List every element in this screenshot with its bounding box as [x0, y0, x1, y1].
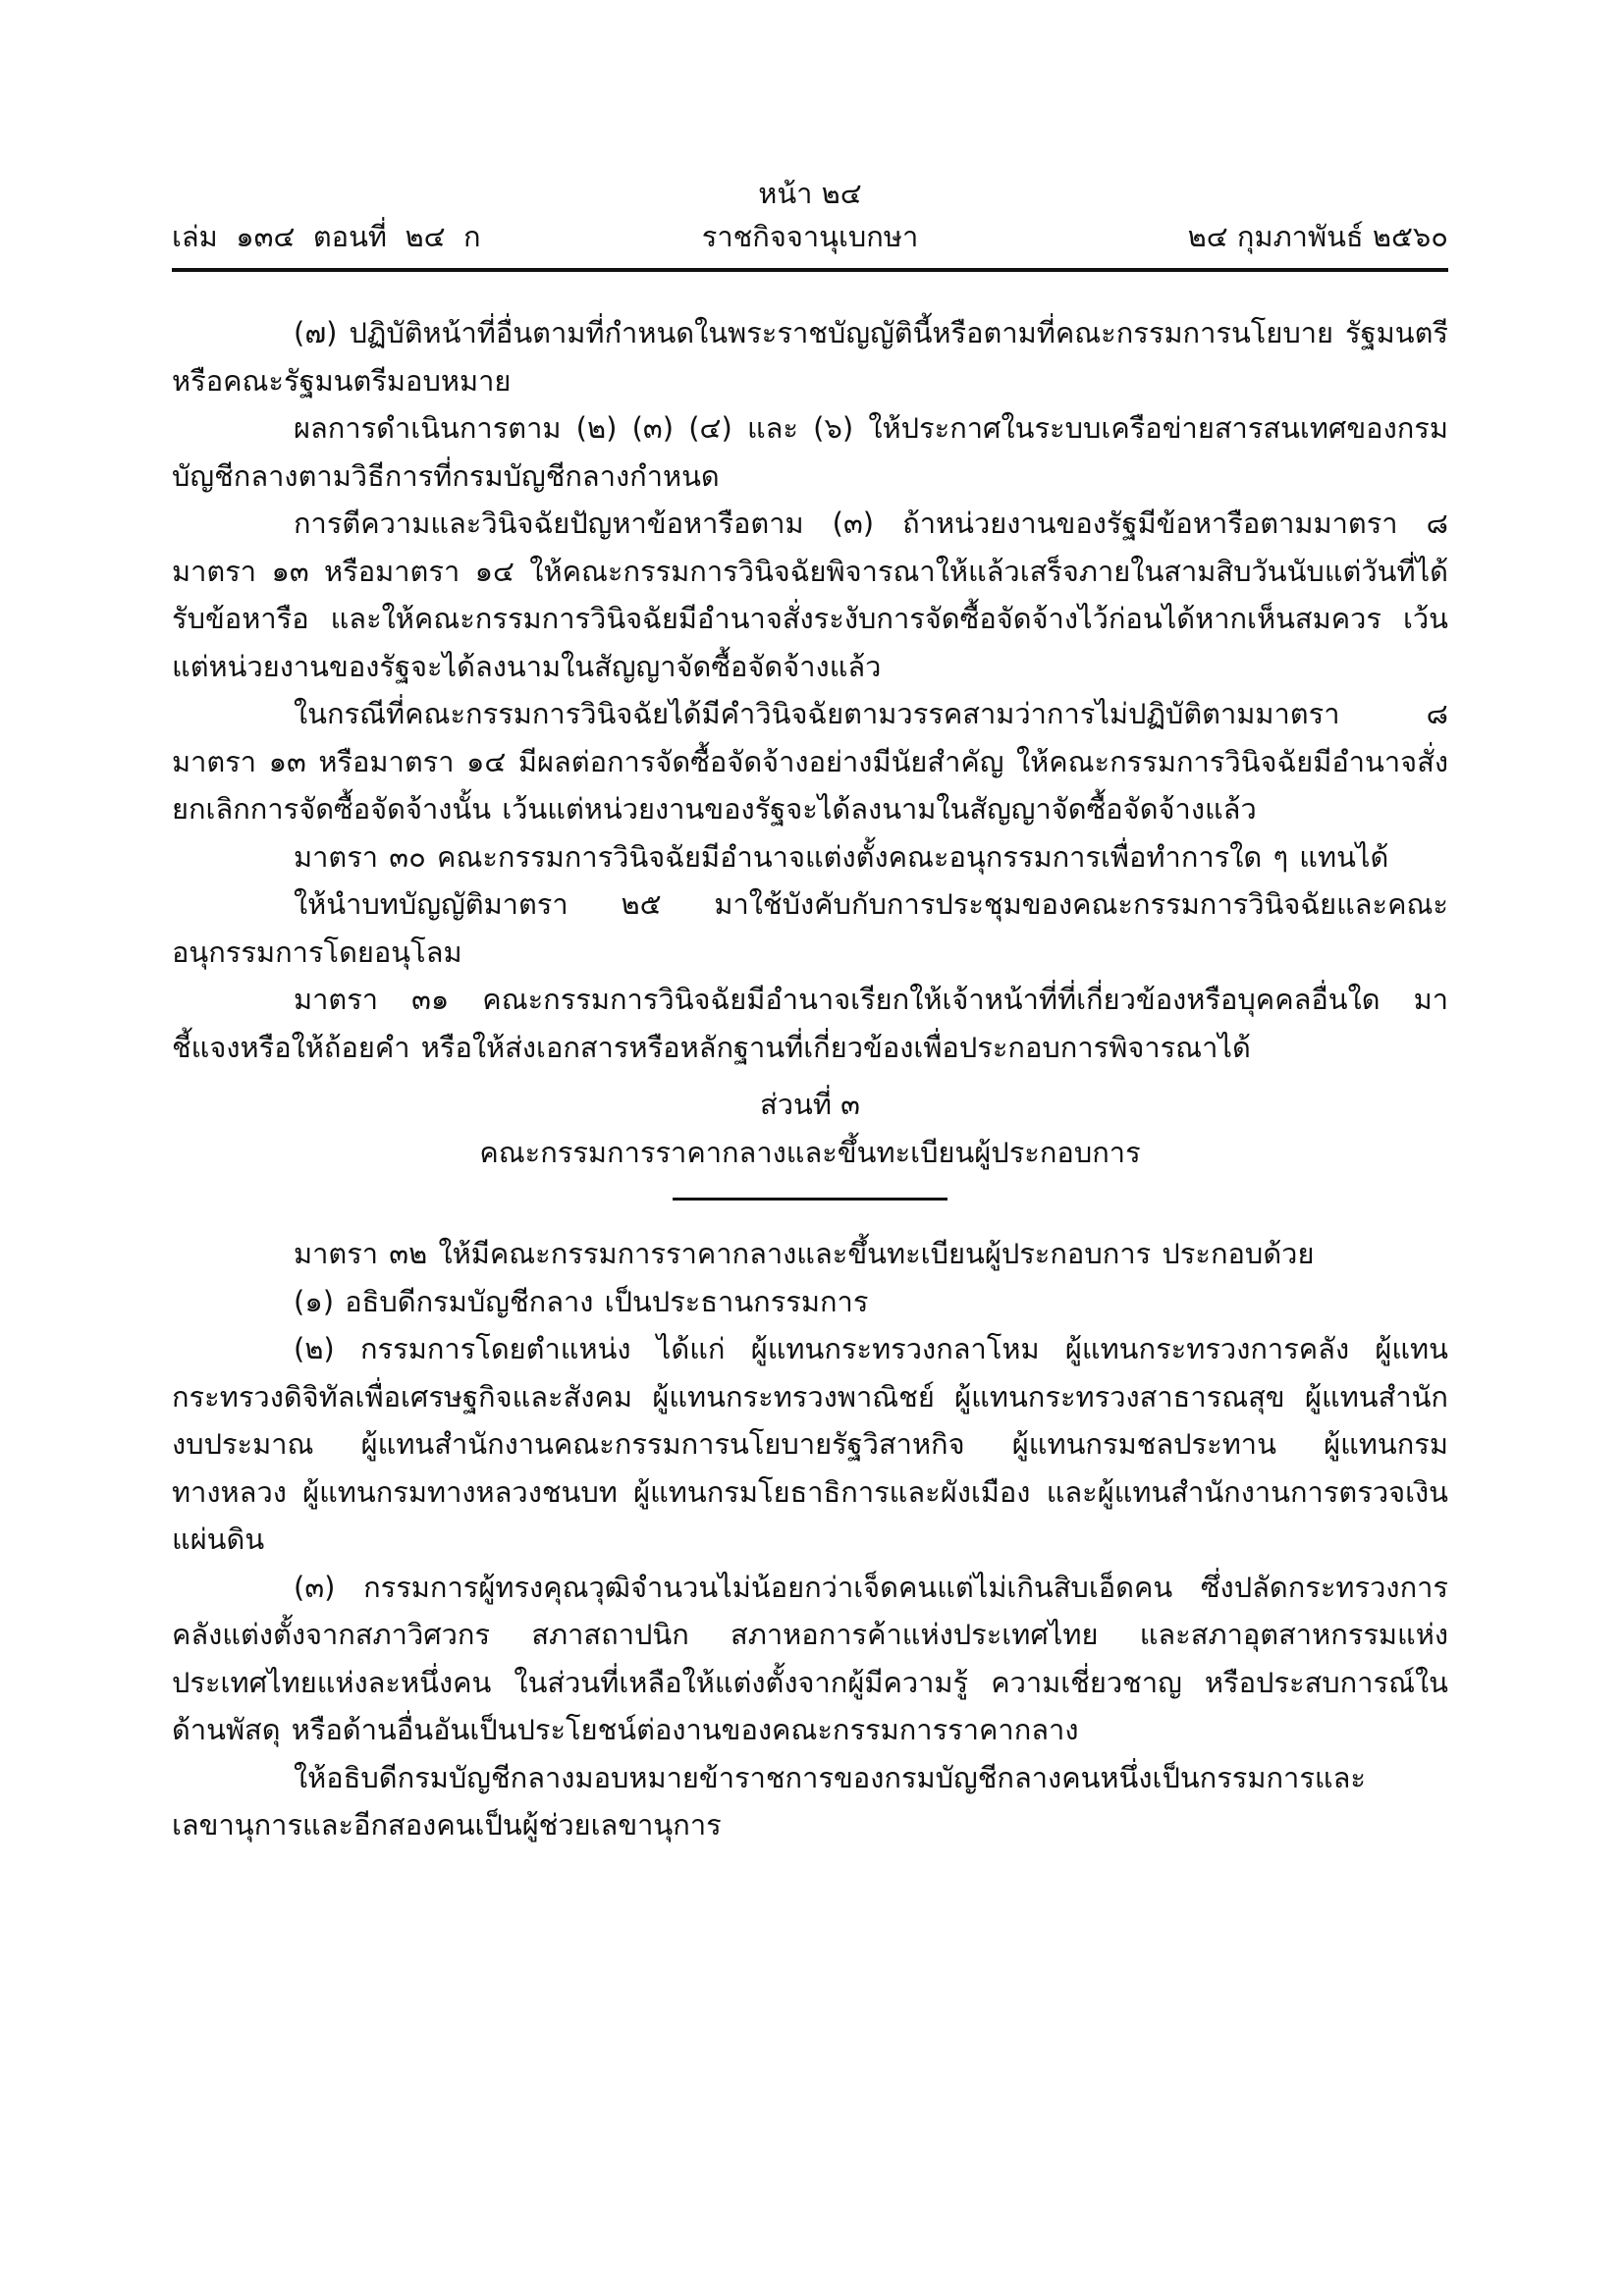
member-item-2: (๒) กรรมการโดยตำแหน่ง ได้แก่ ผู้แทนกระทรวงกลาโหม ผู้แทนกระทรวงการคลัง ผู้แทนกระทรวงดิจิทัลเพื่อเศรษฐกิจและสังคม ผู้แทนกระทรวงพาณิชย์ ผู้แทนกระทรวงสาธารณสุข ผู้แทนสำนักงบประมาณ ผู้แทนสำนักงานคณะกรรมการนโยบายรัฐวิสาหกิจ ผู้แทนกรมชลประทาน ผู้แทนกรมทางหลวง ผู้แทนกรมทางหลวงชนบท ผู้แทนกรมโยธาธิการและผังเมือง และผู้แทนสำนักงานการตรวจเงินแผ่นดิน	[172, 1332, 1448, 1556]
section-30: มาตรา ๓๐ คณะกรรมการวินิจฉัยมีอำนาจแต่งตั้งคณะอนุกรรมการเพื่อทำการใด ๆ แทนได้	[294, 839, 1389, 874]
member-item-1: (๑) อธิบดีกรมบัญชีกลาง เป็นประธานกรรมการ	[294, 1284, 869, 1318]
paragraph-results-announcement: ผลการดำเนินการตาม (๒) (๓) (๔) และ (๖) ให้ประกาศในระบบเครือข่ายสารสนเทศของกรมบัญชีกลางตามวิธีการที่กรมบัญชีกลางกำหนด	[172, 411, 1448, 493]
document-body	[172, 309, 1448, 1849]
paragraph-cancellation: ในกรณีที่คณะกรรมการวินิจฉัยได้มีคำวินิจฉัยตามวรรคสามว่าการไม่ปฏิบัติตามมาตรา ๘ มาตรา ๑๓ หรือมาตรา ๑๔ มีผลต่อการจัดซื้อจัดจ้างอย่างมีนัยสำคัญ ให้คณะกรรมการวินิจฉัยมีอำนาจสั่งยกเลิกการจัดซื้อจัดจ้างนั้น เว้นแต่หน่วยงานของรัฐจะได้ลงนามในสัญญาจัดซื้อจัดจ้างแล้ว	[172, 697, 1448, 826]
header-rule	[172, 268, 1448, 272]
running-header	[172, 213, 1448, 260]
part-divider	[673, 1198, 947, 1201]
volume-issue: เล่ม ๑๓๔ ตอนที่ ๒๔ ก	[172, 220, 481, 253]
part-title: คณะกรรมการราคากลางและขึ้นทะเบียนผู้ประกอบการ	[479, 1135, 1141, 1169]
paragraph-meeting-rules: ให้นำบทบัญญัติมาตรา ๒๕ มาใช้บังคับกับการประชุมของคณะกรรมการวินิจฉัยและคณะอนุกรรมการโดยอนุโลม	[172, 887, 1448, 969]
paragraph-secretary: ให้อธิบดีกรมบัญชีกลางมอบหมายข้าราชการของกรมบัญชีกลางคนหนึ่งเป็นกรรมการและเลขานุการและอีกสองคนเป็นผู้ช่วยเลขานุการ	[172, 1760, 1366, 1842]
member-item-3: (๓) กรรมการผู้ทรงคุณวุฒิจำนวนไม่น้อยกว่าเจ็ดคนแต่ไม่เกินสิบเอ็ดคน ซึ่งปลัดกระทรวงการคลังแต่งตั้งจากสภาวิศวกร สภาสถาปนิก สภาหอการค้าแห่งประเทศไทย และสภาอุตสาหกรรมแห่งประเทศไทยแห่งละหนึ่งคน ในส่วนที่เหลือให้แต่งตั้งจากผู้มีความรู้ ความเชี่ยวชาญ หรือประสบการณ์ในด้านพัสดุ หรือด้านอื่นอันเป็นประโยชน์ต่องานของคณะกรรมการราคากลาง	[172, 1570, 1448, 1746]
section-31: มาตรา ๓๑ คณะกรรมการวินิจฉัยมีอำนาจเรียกให้เจ้าหน้าที่ที่เกี่ยวข้องหรือบุคคลอื่นใด มาชี้แจงหรือให้ถ้อยคำ หรือให้ส่งเอกสารหรือหลักฐานที่เกี่ยวข้องเพื่อประกอบการพิจารณาได้	[172, 983, 1448, 1064]
part-number: ส่วนที่ ๓	[760, 1088, 860, 1121]
page-number: หน้า ๒๔	[758, 177, 862, 210]
paragraph-duty-7: (๗) ปฏิบัติหน้าที่อื่นตามที่กำหนดในพระราชบัญญัตินี้หรือตามที่คณะกรรมการนโยบาย รัฐมนตรี หรือคณะรัฐมนตรีมอบหมาย	[172, 316, 1448, 398]
publication-date: ๒๔ กุมภาพันธ์ ๒๕๖๐	[1187, 220, 1448, 253]
paragraph-interpretation: การตีความและวินิจฉัยปัญหาข้อหารือตาม (๓) ถ้าหน่วยงานของรัฐมีข้อหารือตามมาตรา ๘ มาตรา ๑๓ หรือมาตรา ๑๔ ให้คณะกรรมการวินิจฉัยพิจารณาให้แล้วเสร็จภายในสามสิบวันนับแต่วันที่ได้รับข้อหารือ และให้คณะกรรมการวินิจฉัยมีอำนาจสั่งระงับการจัดซื้อจัดจ้างไว้ก่อนได้หากเห็นสมควร เว้นแต่หน่วยงานของรัฐจะได้ลงนามในสัญญาจัดซื้อจัดจ้างแล้ว	[172, 507, 1448, 683]
section-32: มาตรา ๓๒ ให้มีคณะกรรมการราคากลางและขึ้นทะเบียนผู้ประกอบการ ประกอบด้วย	[294, 1237, 1315, 1270]
publication-title: ราชกิจจานุเบกษา	[701, 220, 919, 253]
